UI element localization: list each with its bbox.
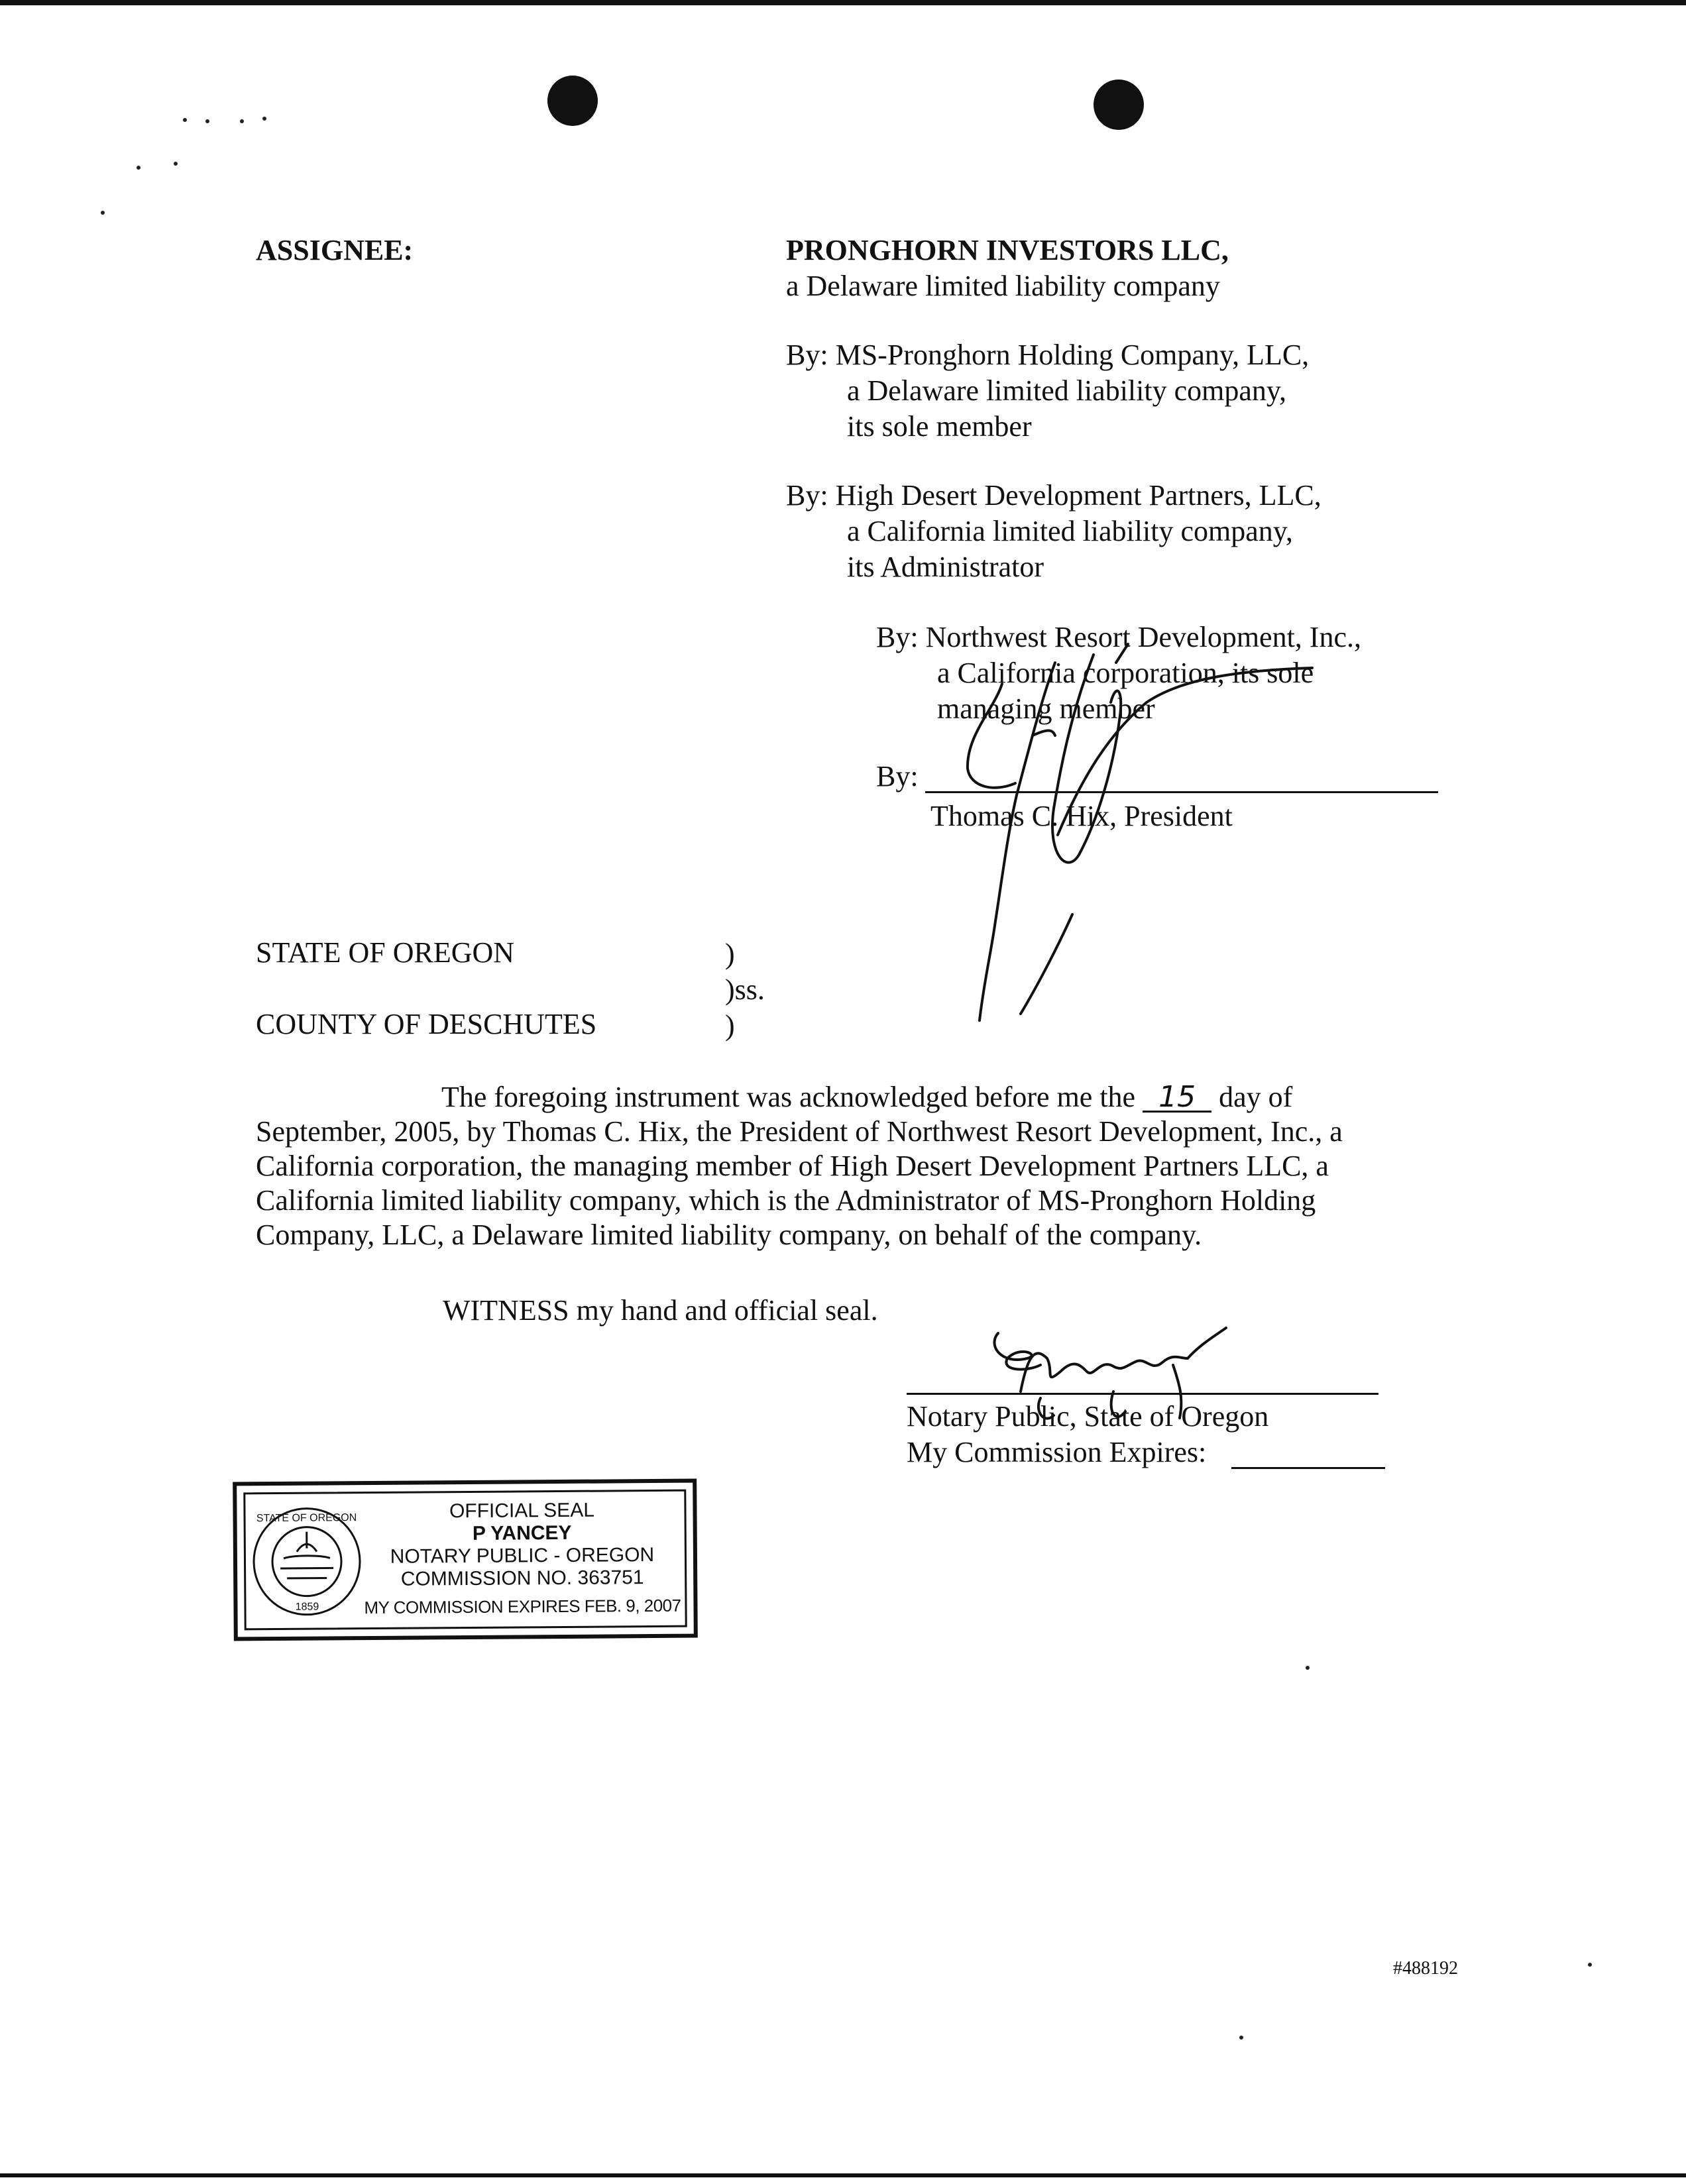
- seal-emblem-year: 1859: [295, 1601, 319, 1613]
- acknowledgment-line-2: September, 2005, by Thomas C. Hix, the President of Northwest Resort Development, Inc., a: [256, 1115, 1343, 1148]
- ack-text-after-day: day of: [1219, 1081, 1293, 1113]
- by-block-2-line-3: its Administrator: [847, 551, 1044, 583]
- by-block-3-line-1: By: Northwest Resort Development, Inc.,: [876, 621, 1361, 653]
- venue-state: STATE OF OREGON: [256, 936, 515, 969]
- seal-notary-title: NOTARY PUBLIC - OREGON: [390, 1544, 655, 1568]
- notary-commission-blank: [1231, 1467, 1385, 1469]
- by-block-1-line-3: its sole member: [847, 410, 1032, 443]
- by-block-3-line-3: managing member: [937, 692, 1155, 725]
- venue-county: COUNTY OF DESCHUTES: [256, 1008, 597, 1040]
- by-block-2-line-2: a California limited liability company,: [847, 515, 1293, 547]
- scan-speck: [1239, 2036, 1243, 2040]
- company-name: PRONGHORN INVESTORS LLC,: [786, 234, 1229, 266]
- assignee-label: ASSIGNEE:: [256, 234, 414, 266]
- scan-speck: [174, 162, 178, 166]
- punch-hole-left: [547, 76, 598, 126]
- by-block-1-line-1: By: MS-Pronghorn Holding Company, LLC,: [786, 339, 1310, 371]
- seal-notary-name: P YANCEY: [472, 1521, 572, 1545]
- ack-day-blank: 15: [1143, 1084, 1211, 1113]
- ack-text-before-day: The foregoing instrument was acknowledged before me the: [441, 1081, 1136, 1113]
- scan-speck: [183, 118, 187, 122]
- scan-speck: [137, 166, 140, 170]
- by-block-1-line-2: a Delaware limited liability company,: [847, 374, 1287, 407]
- venue-ss: )ss.: [725, 973, 765, 1006]
- signer-signature-image: [954, 636, 1325, 1034]
- notary-official-seal: [233, 1479, 698, 1641]
- venue-paren-bottom: ): [725, 1009, 735, 1042]
- seal-commission-expires: MY COMMISSION EXPIRES FEB. 9, 2007: [364, 1595, 681, 1618]
- notary-commission-label: My Commission Expires:: [907, 1436, 1207, 1468]
- punch-hole-right: [1094, 80, 1144, 130]
- scan-speck: [205, 119, 209, 123]
- witness-line: WITNESS my hand and official seal.: [443, 1294, 878, 1327]
- by-block-2-line-1: By: High Desert Development Partners, LLC,: [786, 479, 1321, 512]
- scan-speck: [1588, 1963, 1592, 1967]
- seal-commission-number: COMMISSION NO. 363751: [400, 1566, 644, 1590]
- scan-bottom-edge: [0, 2173, 1686, 2177]
- seal-emblem-lettering: STATE OF OREGON: [256, 1512, 357, 1525]
- acknowledgment-line-1: [256, 1080, 1435, 1115]
- by-block-3-line-2: a California corporation, its sole: [937, 657, 1314, 689]
- company-description: a Delaware limited liability company: [786, 270, 1220, 302]
- scan-speck: [262, 117, 266, 121]
- state-seal-emblem-image: [250, 1505, 363, 1618]
- notary-title: Notary Public, State of Oregon: [907, 1400, 1269, 1433]
- scan-speck: [240, 119, 244, 123]
- acknowledgment-line-5: Company, LLC, a Delaware limited liability company, on behalf of the company.: [256, 1219, 1202, 1251]
- document-number: #488192: [1393, 1958, 1458, 1979]
- scan-speck: [101, 211, 105, 215]
- signature-by-prefix: By:: [876, 760, 919, 792]
- scan-speck: [1306, 1666, 1310, 1670]
- acknowledgment-line-3: California corporation, the managing member of High Desert Development Partners LLC, a: [256, 1150, 1329, 1182]
- acknowledgment-paragraph: [256, 1080, 1435, 1252]
- scan-top-edge: [0, 0, 1686, 5]
- signer-name-title: Thomas C. Hix, President: [930, 800, 1233, 832]
- acknowledgment-line-4: California limited liability company, which is the Administrator of MS-Pronghorn Holding: [256, 1184, 1316, 1217]
- venue-paren-top: ): [725, 938, 735, 970]
- seal-official-seal: OFFICIAL SEAL: [449, 1499, 595, 1523]
